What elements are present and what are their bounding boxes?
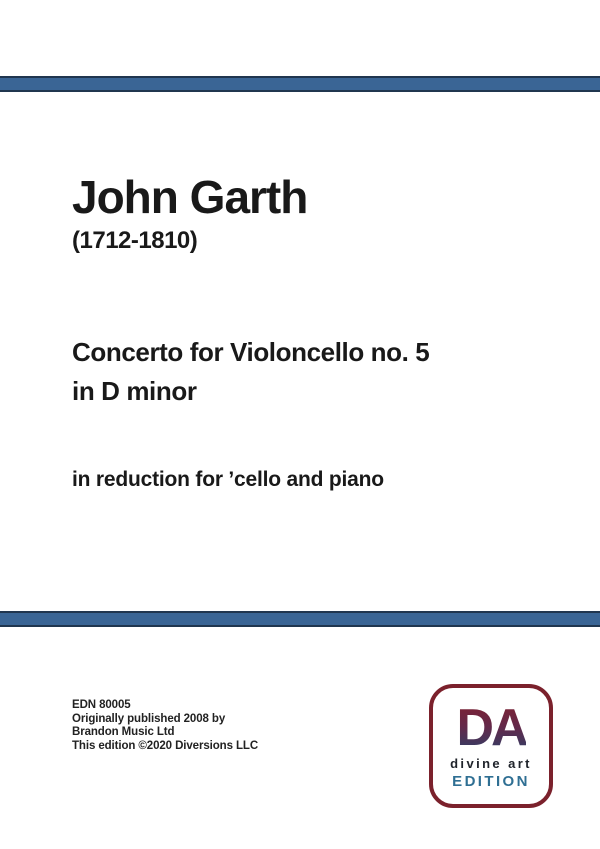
composer-dates: (1712-1810) xyxy=(72,227,198,254)
work-title-line1: Concerto for Violoncello no. 5 xyxy=(72,337,430,367)
imprint-published-line: Originally published 2008 by xyxy=(72,712,226,725)
divine-art-monogram: DA xyxy=(456,699,526,758)
bottom-divider-bar xyxy=(0,611,600,627)
imprint-publisher: Brandon Music Ltd xyxy=(72,726,175,738)
catalog-number: EDN 80005 xyxy=(72,699,131,711)
work-title-line2: in D minor xyxy=(72,376,197,406)
top-divider-bar xyxy=(0,76,600,92)
imprint-edition-line: This edition ©2020 Diversions LLC xyxy=(72,739,259,752)
divine-art-logo xyxy=(429,684,553,808)
divine-art-edition-label: EDITION xyxy=(452,772,530,790)
composer-name: John Garth xyxy=(72,171,308,223)
work-subtitle: in reduction for ’cello and piano xyxy=(72,468,384,491)
imprint-block xyxy=(72,699,258,753)
work-title xyxy=(72,333,429,411)
divine-art-name: divine art xyxy=(450,755,532,771)
